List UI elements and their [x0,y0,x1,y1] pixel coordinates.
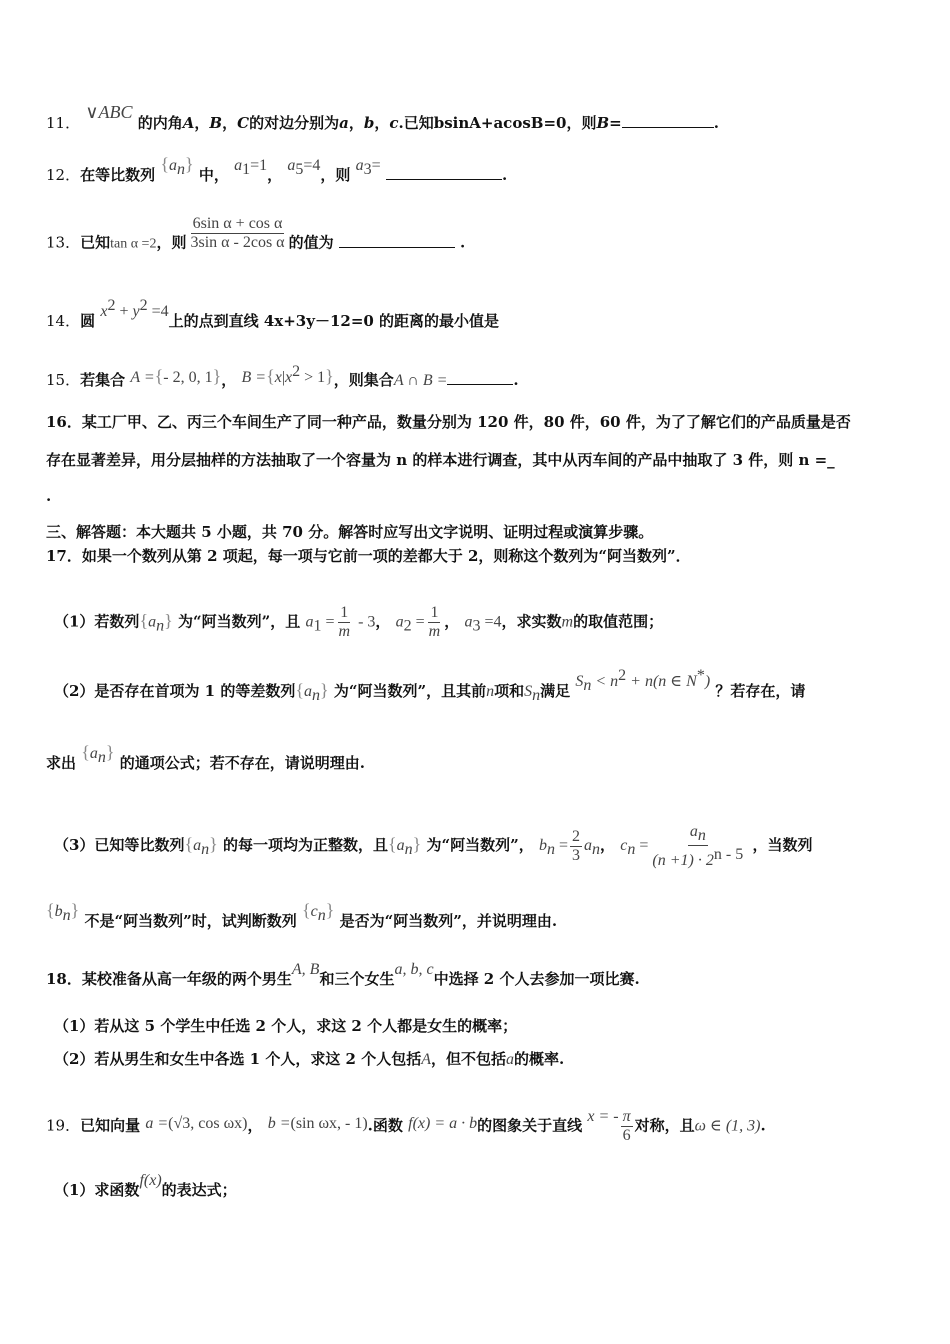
text: ，求实数 [501,612,562,631]
subscript: 1 [242,161,251,178]
period: . [713,114,719,132]
subscript: n [311,687,320,704]
seq-a: a [396,837,405,854]
text: 的每一项均为正整数，且 [222,836,388,854]
boys: A, B [291,961,320,978]
question-15 [46,365,519,391]
text: 不是“阿当数列”时，试判断数列 [84,912,297,930]
question-17-part-1 [54,604,663,641]
vector-b: b = [267,1114,291,1132]
question-16-line-1: 16．某工厂甲、乙、丙三个车间生产了同一种产品，数量分别为 120 件，80 件，60 件，为了了解它们的产品质量是否 [46,413,851,431]
comma: ， [247,1116,263,1135]
vector-a: a = [145,1114,169,1132]
subscript: n [547,841,555,858]
set-B: B = [241,369,267,386]
question-16-line-2: 存在显著差异，用分层抽样的方法抽取了一个容量为 n 的样本进行调查，其中从丙车间的产品中抽取了 3 件，则 n =_ [46,451,835,469]
var-x: x [285,369,293,386]
period: . [460,233,466,252]
text: 的概率. [514,1050,565,1068]
text: 的图象关于直线 [477,1116,583,1135]
answer-blank [339,232,455,248]
var-x: x [100,303,108,320]
question-16-line-3: . [46,487,52,505]
var-a1: a [305,613,314,631]
fraction [650,822,745,870]
seq-a: a [89,745,98,762]
subscript: 3 [472,617,481,635]
superscript: 2 [618,667,627,684]
brace-right: } [209,834,218,854]
period: . [513,371,519,389]
text: .函数 [367,1116,403,1135]
value: =1 [250,157,268,174]
condition: + n [626,673,653,690]
var-B: B [596,114,610,132]
seq-a: a [193,837,202,854]
text: 圆 [80,312,96,330]
text: 对称，且 [634,1116,695,1135]
subscript: n [532,687,541,704]
var-c: c [389,114,399,132]
var-S: S [524,683,533,700]
question-number: 19． [46,1116,81,1135]
text: 为“阿当数列”，且 [177,612,301,631]
text: 的内角 [137,114,183,132]
brace-left: { [160,154,169,174]
text: 为“阿当数列”，且其前 [333,682,487,700]
text: （3）已知等比数列 [54,836,185,854]
set-A: A = [130,369,155,386]
question-11 [46,102,719,133]
superscript: 2 [139,297,148,314]
fraction [188,215,286,252]
text: 的表达式； [161,1181,237,1199]
text: 在等比数列 [80,166,156,184]
answer-blank [622,112,714,128]
text: ？若存在，请 [715,682,806,700]
denominator: m [428,623,441,640]
var-x: x [274,369,282,386]
question-17-intro: 17．如果一个数列从第 2 项起，每一项与它前一项的差都大于 2，则称这个数列为“阿当数列”． [46,547,691,565]
denominator: 3 [572,846,581,864]
text: ，但不包括 [430,1050,506,1068]
text: 中选择 2 个人去参加一项比赛. [433,970,640,988]
denominator: 3sin α - 2cos α [190,234,285,251]
text: .已知 [398,114,434,132]
seq-a: a [303,683,312,700]
func-f: f [408,1114,413,1132]
fraction [621,1108,633,1145]
answer-blank [386,164,502,180]
text: 的取值范围； [573,612,664,631]
set-A-elements: - 2, 0, 1 [163,369,213,386]
fraction [427,604,443,641]
var-S: S [575,673,584,690]
question-19-part-1 [54,1172,237,1201]
text: 和三个女生 [319,970,395,988]
text: 已知向量 [80,1116,141,1135]
var-a5: a [287,157,296,174]
comma: ， [600,836,616,854]
subscript: n [176,161,185,178]
var-c: c [310,903,318,920]
brace-left: { [295,680,304,700]
var-a1: a [234,157,243,174]
numerator: a [689,823,698,840]
brace-left: { [302,900,311,920]
text: 为“阿当数列”， [426,836,534,854]
text: 已知 [80,233,111,252]
text: 的值为 [288,233,334,252]
var-A: A [421,1051,431,1068]
var-a3: a [355,157,364,174]
superscript: * [696,667,705,684]
equals: = [321,613,335,631]
comma: ， [348,114,364,132]
func-arg: (x) [412,1114,431,1132]
numerator: 1 [340,604,349,621]
subscript: n [592,841,601,858]
brace-left: { [266,366,275,386]
subscript: n [201,841,210,858]
question-number: 15． [46,371,81,389]
text: 若集合 [80,371,126,389]
question-number: 11． [46,114,81,132]
question-number: 13． [46,233,81,252]
section-heading: 三、解答题：本大题共 5 小题，共 70 分。解答时应写出文字说明、证明过程或演算步骤。 [46,523,654,541]
text: 项和 [494,682,525,700]
brace-right: } [184,154,194,174]
subscript: n [156,617,165,635]
brace-right: } [105,742,115,762]
subscript: n [627,841,636,858]
text: 满足 [540,682,571,700]
brace-right: } [70,900,80,920]
brace-right: } [325,900,335,920]
vector-b-value: (sin ωx, - 1) [290,1114,368,1132]
brace-left: { [139,610,149,631]
fraction [337,604,353,641]
subscript: n [583,677,592,694]
text: 中， [198,166,229,184]
equals: = [635,837,649,854]
triangle-abc: ∨ABC [85,102,133,122]
equals: = [609,114,622,132]
question-17-part-3 [54,822,812,870]
equation: bsinA+acosB=0 [433,114,567,132]
comma: ， [222,114,238,132]
denominator: m [338,623,351,640]
equals: = [555,837,569,854]
question-13 [46,215,466,262]
var-y: y [132,303,140,320]
var-a2: a [395,613,404,631]
vector-a-value: (√3, cos ωx) [168,1114,248,1132]
comma: ， [267,166,283,184]
text: （1）求函数 [54,1181,140,1199]
text: ，则 [156,233,187,252]
condition: < n [591,673,619,690]
subscript: n [404,841,413,858]
subscript: n [697,827,706,844]
plus: + [115,303,133,320]
var-a: a [584,837,593,854]
text: 求出 [46,754,77,772]
func-arg: (x) [143,1172,162,1189]
brace-right: } [212,366,222,386]
line-x: x = - [587,1107,619,1125]
value: =4 [480,613,502,631]
question-17-part-2-cont [46,742,365,778]
var-a: a [506,1051,514,1068]
subscript: 2 [403,617,412,635]
text: ，则集合 [333,371,394,389]
value: =4 [147,303,169,320]
var-A: A [182,114,195,132]
fraction [570,828,582,865]
var-b: b [54,903,63,920]
text: 的对边分别为 [249,114,340,132]
var-B: B [209,114,223,132]
subscript: n [317,907,326,924]
question-18-part-2 [54,1049,564,1070]
subscript: 3 [363,161,372,178]
brace-left: { [184,834,194,854]
text: 的通项公式；若不存在，请说明理由. [119,754,365,772]
brace-left: { [81,742,90,762]
brace-left: { [154,366,164,386]
comma: ， [444,612,460,631]
var-m: m [561,613,574,631]
comma: ， [374,114,390,132]
equals: = [371,157,381,174]
var-C: C [237,114,250,132]
text: （2）若从男生和女生中各选 1 个人，求这 2 个人包括 [54,1050,422,1068]
seq-a: a [148,613,157,631]
question-number: 14． [46,312,81,330]
answer-blank [447,369,513,385]
paren: ) [704,673,711,690]
var-b: b [363,114,375,132]
question-17-part-2 [54,667,806,706]
value: =4 [303,157,321,174]
text: 上的点到直线 4x+3y－12=0 的距离的最小值是 [168,312,500,330]
question-18-intro [46,961,640,990]
period: . [501,166,508,184]
brace-left: { [46,900,55,920]
question-18-part-1: （1）若从这 5 个学生中任选 2 个人，求这 2 个人都是女生的概率； [54,1017,518,1035]
question-19 [46,1108,766,1145]
period: . [760,1116,766,1135]
text: 18．某校准备从高一年级的两个男生 [46,970,292,988]
subscript: n [62,907,71,924]
comma: ， [194,114,210,132]
minus-three: - 3 [354,613,376,631]
subscript: 1 [313,617,322,635]
superscript: n - 5 [713,846,744,863]
numerator: π [622,1108,631,1125]
question-17-part-3-cont [46,900,558,936]
brace-right: } [412,834,422,854]
dot-product: = a · b [430,1114,478,1132]
brace-right: } [319,680,329,700]
numerator: 1 [430,604,439,621]
text: 是否为“阿当数列”，并说明理由. [339,912,558,930]
separator: | [281,369,286,386]
domain: (n ∈ N [652,673,697,690]
tan-condition: tan α =2 [110,236,157,252]
comma: ， [375,612,391,631]
condition: > 1 [300,369,326,386]
denominator: (n +1) · 2 [652,852,714,869]
var-n: n [486,683,495,700]
var-a: a [339,114,349,132]
text: ，则 [566,114,597,132]
text: （1）若数列 [54,612,140,631]
var-b: b [539,837,547,854]
subscript: n [97,749,106,766]
brace-left: { [387,834,397,854]
text: ，则 [320,166,351,184]
denominator: 6 [622,1127,631,1144]
superscript: 2 [292,363,301,380]
girls: a, b, c [394,961,434,978]
question-number: 12． [46,166,81,184]
brace-right: } [325,366,334,386]
question-12 [46,154,508,190]
omega-range: ω ∈ (1, 3) [694,1117,761,1135]
equals: = [411,613,425,631]
intersection: A ∩ B = [393,372,448,389]
text: （2）是否存在首项为 1 的等差数列 [54,682,296,700]
question-14 [46,297,500,332]
numerator: 2 [572,827,581,845]
superscript: 2 [107,297,116,314]
text: ，当数列 [752,836,813,854]
comma: ， [221,371,237,389]
func-f: f [139,1172,144,1189]
subscript: 5 [295,161,304,178]
var-a3: a [464,613,473,631]
brace-right: } [164,610,173,631]
seq-a: a [168,157,177,174]
numerator: 6sin α + cos α [192,215,283,232]
var-c: c [620,837,628,854]
